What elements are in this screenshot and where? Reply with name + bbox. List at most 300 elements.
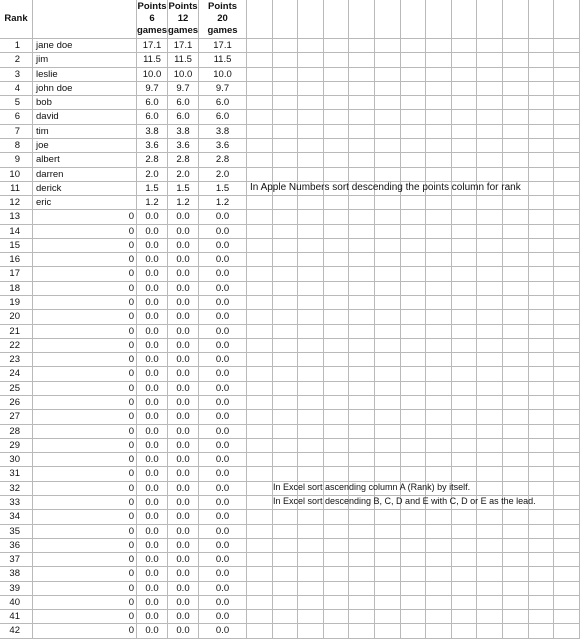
empty-cell[interactable] (477, 439, 503, 453)
empty-cell[interactable] (554, 610, 580, 624)
points-12-cell[interactable]: 3.6 (168, 139, 199, 153)
empty-cell[interactable] (529, 225, 555, 239)
points-12-cell[interactable]: 2.0 (168, 168, 199, 182)
empty-cell[interactable] (375, 510, 401, 524)
empty-cell[interactable] (452, 296, 478, 310)
empty-cell[interactable] (247, 310, 273, 324)
empty-cell[interactable] (247, 125, 273, 139)
empty-cell[interactable] (452, 267, 478, 281)
empty-cell[interactable] (452, 139, 478, 153)
empty-cell[interactable] (452, 39, 478, 53)
points-6-cell[interactable]: 11.5 (137, 53, 168, 67)
empty-cell[interactable] (426, 410, 452, 424)
empty-cell[interactable] (452, 110, 478, 124)
empty-cell[interactable] (298, 196, 324, 210)
empty-cell[interactable] (452, 510, 478, 524)
empty-cell[interactable] (349, 168, 375, 182)
empty-cell[interactable] (426, 396, 452, 410)
score-cell[interactable]: 0 (33, 596, 137, 610)
empty-cell[interactable] (247, 82, 273, 96)
empty-cell[interactable] (349, 525, 375, 539)
empty-cell[interactable] (503, 239, 529, 253)
empty-cell[interactable] (273, 339, 299, 353)
empty-cell[interactable] (324, 39, 350, 53)
empty-cell[interactable] (349, 367, 375, 381)
empty-cell[interactable] (273, 96, 299, 110)
empty-cell[interactable] (426, 310, 452, 324)
empty-cell[interactable] (477, 610, 503, 624)
rank-cell[interactable]: 8 (0, 139, 33, 153)
empty-cell[interactable] (324, 382, 350, 396)
points-6-cell[interactable]: 0.0 (137, 567, 168, 581)
points-12-cell[interactable]: 0.0 (168, 367, 199, 381)
empty-cell[interactable] (349, 296, 375, 310)
empty-cell[interactable] (401, 425, 427, 439)
empty-cell[interactable] (401, 253, 427, 267)
empty-cell[interactable] (247, 267, 273, 281)
points-20-cell[interactable]: 0.0 (199, 596, 247, 610)
name-cell[interactable]: joe (33, 139, 137, 153)
points-12-cell[interactable]: 6.0 (168, 110, 199, 124)
empty-cell[interactable] (298, 253, 324, 267)
points-20-cell[interactable]: 0.0 (199, 610, 247, 624)
empty-cell[interactable] (298, 367, 324, 381)
empty-cell[interactable] (477, 596, 503, 610)
empty-cell[interactable] (554, 539, 580, 553)
empty-cell[interactable] (247, 482, 273, 496)
name-cell[interactable]: john doe (33, 82, 137, 96)
rank-cell[interactable]: 32 (0, 482, 33, 496)
empty-cell[interactable] (273, 253, 299, 267)
points-20-cell[interactable]: 3.6 (199, 139, 247, 153)
empty-cell[interactable] (477, 467, 503, 481)
empty-cell[interactable] (503, 510, 529, 524)
rank-cell[interactable]: 39 (0, 582, 33, 596)
empty-cell[interactable] (375, 110, 401, 124)
empty-cell[interactable] (529, 325, 555, 339)
score-cell[interactable]: 0 (33, 382, 137, 396)
rank-cell[interactable]: 38 (0, 567, 33, 581)
empty-cell[interactable] (247, 396, 273, 410)
empty-cell[interactable] (426, 110, 452, 124)
empty-cell[interactable] (529, 596, 555, 610)
empty-cell[interactable] (349, 339, 375, 353)
empty-cell[interactable] (273, 396, 299, 410)
empty-cell[interactable] (426, 610, 452, 624)
empty-cell[interactable] (401, 396, 427, 410)
empty-cell[interactable] (298, 39, 324, 53)
empty-cell[interactable] (426, 596, 452, 610)
points-6-cell[interactable]: 2.8 (137, 153, 168, 167)
empty-cell[interactable] (298, 439, 324, 453)
empty-cell[interactable] (375, 453, 401, 467)
empty-cell[interactable] (298, 539, 324, 553)
rank-cell[interactable]: 25 (0, 382, 33, 396)
score-cell[interactable]: 0 (33, 225, 137, 239)
empty-cell[interactable] (452, 596, 478, 610)
empty-cell[interactable] (349, 282, 375, 296)
points-20-cell[interactable]: 0.0 (199, 310, 247, 324)
empty-cell[interactable] (477, 267, 503, 281)
empty-cell[interactable] (477, 310, 503, 324)
points-20-cell[interactable]: 0.0 (199, 267, 247, 281)
empty-cell[interactable] (529, 196, 555, 210)
name-cell[interactable]: jane doe (33, 39, 137, 53)
empty-cell[interactable] (298, 610, 324, 624)
empty-cell[interactable] (247, 410, 273, 424)
empty-cell[interactable] (554, 353, 580, 367)
empty-cell[interactable] (477, 68, 503, 82)
score-cell[interactable]: 0 (33, 339, 137, 353)
rank-cell[interactable]: 26 (0, 396, 33, 410)
empty-cell[interactable] (529, 253, 555, 267)
empty-cell[interactable] (375, 296, 401, 310)
empty-cell[interactable] (273, 196, 299, 210)
empty-cell[interactable] (503, 339, 529, 353)
empty-cell[interactable] (324, 282, 350, 296)
empty-cell[interactable] (273, 210, 299, 224)
points-6-cell[interactable]: 0.0 (137, 496, 168, 510)
empty-cell[interactable] (554, 567, 580, 581)
empty-cell[interactable] (324, 624, 350, 638)
empty-cell[interactable] (324, 396, 350, 410)
empty-cell[interactable] (529, 610, 555, 624)
rank-cell[interactable]: 36 (0, 539, 33, 553)
empty-cell[interactable] (529, 624, 555, 638)
empty-cell[interactable] (298, 353, 324, 367)
score-cell[interactable]: 0 (33, 510, 137, 524)
empty-cell[interactable] (349, 539, 375, 553)
points-6-cell[interactable]: 0.0 (137, 624, 168, 638)
points-6-cell[interactable]: 0.0 (137, 353, 168, 367)
empty-cell[interactable] (375, 0, 401, 39)
empty-cell[interactable] (247, 282, 273, 296)
empty-cell[interactable] (349, 624, 375, 638)
points-12-cell[interactable]: 0.0 (168, 382, 199, 396)
empty-cell[interactable] (529, 139, 555, 153)
rank-cell[interactable]: 22 (0, 339, 33, 353)
empty-cell[interactable] (426, 467, 452, 481)
empty-cell[interactable] (401, 367, 427, 381)
points-6-cell[interactable]: 1.5 (137, 182, 168, 196)
empty-cell[interactable] (401, 0, 427, 39)
score-cell[interactable]: 0 (33, 296, 137, 310)
points-6-cell[interactable]: 0.0 (137, 282, 168, 296)
empty-cell[interactable] (247, 239, 273, 253)
empty-cell[interactable] (401, 239, 427, 253)
empty-cell[interactable] (349, 553, 375, 567)
empty-cell[interactable] (554, 453, 580, 467)
points-12-cell[interactable]: 0.0 (168, 482, 199, 496)
points-12-cell[interactable]: 6.0 (168, 96, 199, 110)
empty-cell[interactable] (324, 53, 350, 67)
empty-cell[interactable] (529, 453, 555, 467)
empty-cell[interactable] (247, 296, 273, 310)
empty-cell[interactable] (529, 110, 555, 124)
empty-cell[interactable] (401, 68, 427, 82)
empty-cell[interactable] (273, 596, 299, 610)
empty-cell[interactable] (324, 439, 350, 453)
empty-cell[interactable] (375, 125, 401, 139)
empty-cell[interactable] (477, 39, 503, 53)
empty-cell[interactable] (426, 239, 452, 253)
empty-cell[interactable] (554, 482, 580, 496)
points-12-cell[interactable]: 0.0 (168, 267, 199, 281)
score-cell[interactable]: 0 (33, 496, 137, 510)
empty-cell[interactable] (375, 39, 401, 53)
points-12-cell[interactable]: 1.2 (168, 196, 199, 210)
empty-cell[interactable] (503, 310, 529, 324)
empty-cell[interactable] (375, 168, 401, 182)
empty-cell[interactable] (503, 582, 529, 596)
points-20-cell[interactable]: 9.7 (199, 82, 247, 96)
points-12-cell[interactable]: 0.0 (168, 225, 199, 239)
empty-cell[interactable] (503, 282, 529, 296)
empty-cell[interactable] (426, 325, 452, 339)
empty-cell[interactable] (349, 610, 375, 624)
empty-cell[interactable] (554, 425, 580, 439)
empty-cell[interactable] (452, 439, 478, 453)
empty-cell[interactable] (503, 53, 529, 67)
empty-cell[interactable] (503, 439, 529, 453)
empty-cell[interactable] (324, 296, 350, 310)
points-20-cell[interactable]: 1.5 (199, 182, 247, 196)
empty-cell[interactable] (452, 225, 478, 239)
empty-cell[interactable] (452, 553, 478, 567)
empty-cell[interactable] (375, 239, 401, 253)
points-12-cell[interactable]: 0.0 (168, 353, 199, 367)
empty-cell[interactable] (452, 453, 478, 467)
empty-cell[interactable] (273, 553, 299, 567)
empty-cell[interactable] (452, 367, 478, 381)
empty-cell[interactable] (503, 68, 529, 82)
empty-cell[interactable] (503, 139, 529, 153)
empty-cell[interactable] (452, 325, 478, 339)
empty-cell[interactable] (426, 96, 452, 110)
empty-cell[interactable] (375, 267, 401, 281)
empty-cell[interactable] (401, 624, 427, 638)
empty-cell[interactable] (452, 353, 478, 367)
points-20-cell[interactable]: 0.0 (199, 425, 247, 439)
empty-cell[interactable] (477, 396, 503, 410)
empty-cell[interactable] (452, 525, 478, 539)
empty-cell[interactable] (298, 96, 324, 110)
empty-cell[interactable] (503, 482, 529, 496)
empty-cell[interactable] (298, 239, 324, 253)
empty-cell[interactable] (375, 610, 401, 624)
empty-cell[interactable] (401, 310, 427, 324)
empty-cell[interactable] (324, 96, 350, 110)
empty-cell[interactable] (452, 68, 478, 82)
empty-cell[interactable] (503, 153, 529, 167)
score-cell[interactable]: 0 (33, 539, 137, 553)
empty-cell[interactable] (298, 453, 324, 467)
empty-cell[interactable] (375, 353, 401, 367)
empty-cell[interactable] (349, 196, 375, 210)
empty-cell[interactable] (324, 168, 350, 182)
empty-cell[interactable] (324, 267, 350, 281)
rank-cell[interactable]: 15 (0, 239, 33, 253)
points-12-cell[interactable]: 0.0 (168, 439, 199, 453)
points-20-cell[interactable]: 0.0 (199, 539, 247, 553)
empty-cell[interactable] (247, 439, 273, 453)
empty-cell[interactable] (452, 282, 478, 296)
empty-cell[interactable] (375, 310, 401, 324)
empty-cell[interactable] (273, 53, 299, 67)
empty-cell[interactable] (273, 110, 299, 124)
empty-cell[interactable] (554, 410, 580, 424)
points-6-cell[interactable]: 0.0 (137, 296, 168, 310)
empty-cell[interactable] (426, 353, 452, 367)
empty-cell[interactable] (273, 453, 299, 467)
points-12-cell[interactable]: 0.0 (168, 310, 199, 324)
score-cell[interactable]: 0 (33, 239, 137, 253)
empty-cell[interactable] (554, 225, 580, 239)
empty-cell[interactable] (375, 582, 401, 596)
points-6-cell[interactable]: 3.6 (137, 139, 168, 153)
points-20-cell[interactable]: 0.0 (199, 453, 247, 467)
empty-cell[interactable] (426, 168, 452, 182)
empty-cell[interactable] (247, 624, 273, 638)
empty-cell[interactable] (247, 110, 273, 124)
empty-cell[interactable] (426, 425, 452, 439)
empty-cell[interactable] (324, 525, 350, 539)
empty-cell[interactable] (477, 539, 503, 553)
empty-cell[interactable] (298, 525, 324, 539)
rank-cell[interactable]: 18 (0, 282, 33, 296)
empty-cell[interactable] (529, 353, 555, 367)
empty-cell[interactable] (324, 210, 350, 224)
empty-cell[interactable] (324, 339, 350, 353)
empty-cell[interactable] (324, 510, 350, 524)
empty-cell[interactable] (273, 0, 299, 39)
empty-cell[interactable] (477, 82, 503, 96)
name-cell[interactable]: bob (33, 96, 137, 110)
points-6-cell[interactable]: 0.0 (137, 467, 168, 481)
empty-cell[interactable] (349, 253, 375, 267)
empty-cell[interactable] (452, 610, 478, 624)
empty-cell[interactable] (554, 82, 580, 96)
points-12-cell[interactable]: 0.0 (168, 567, 199, 581)
points-6-cell[interactable]: 0.0 (137, 453, 168, 467)
empty-cell[interactable] (554, 510, 580, 524)
empty-cell[interactable] (324, 310, 350, 324)
empty-cell[interactable] (298, 596, 324, 610)
empty-cell[interactable] (426, 153, 452, 167)
empty-cell[interactable] (503, 225, 529, 239)
empty-cell[interactable] (273, 582, 299, 596)
points-20-cell[interactable]: 0.0 (199, 624, 247, 638)
empty-cell[interactable] (273, 367, 299, 381)
empty-cell[interactable] (247, 553, 273, 567)
empty-cell[interactable] (247, 325, 273, 339)
empty-cell[interactable] (529, 467, 555, 481)
empty-cell[interactable] (375, 525, 401, 539)
score-cell[interactable]: 0 (33, 325, 137, 339)
empty-cell[interactable] (401, 110, 427, 124)
empty-cell[interactable] (324, 110, 350, 124)
score-cell[interactable]: 0 (33, 582, 137, 596)
empty-cell[interactable] (324, 82, 350, 96)
empty-cell[interactable] (426, 553, 452, 567)
empty-cell[interactable] (529, 553, 555, 567)
score-cell[interactable]: 0 (33, 525, 137, 539)
empty-cell[interactable] (401, 267, 427, 281)
empty-cell[interactable] (426, 582, 452, 596)
empty-cell[interactable] (503, 125, 529, 139)
points-6-cell[interactable]: 9.7 (137, 82, 168, 96)
empty-cell[interactable] (247, 610, 273, 624)
empty-cell[interactable] (452, 168, 478, 182)
points-12-cell[interactable]: 0.0 (168, 339, 199, 353)
empty-cell[interactable] (426, 196, 452, 210)
empty-cell[interactable] (247, 253, 273, 267)
empty-cell[interactable] (554, 53, 580, 67)
empty-cell[interactable] (477, 225, 503, 239)
empty-cell[interactable] (324, 225, 350, 239)
empty-cell[interactable] (247, 339, 273, 353)
empty-cell[interactable] (477, 525, 503, 539)
empty-cell[interactable] (529, 310, 555, 324)
empty-cell[interactable] (452, 310, 478, 324)
empty-cell[interactable] (452, 196, 478, 210)
empty-cell[interactable] (554, 624, 580, 638)
points-12-cell[interactable]: 0.0 (168, 396, 199, 410)
score-cell[interactable]: 0 (33, 396, 137, 410)
empty-cell[interactable] (452, 53, 478, 67)
empty-cell[interactable] (426, 39, 452, 53)
points-6-cell[interactable]: 0.0 (137, 610, 168, 624)
points-6-cell[interactable]: 0.0 (137, 325, 168, 339)
empty-cell[interactable] (401, 353, 427, 367)
points-20-cell[interactable]: 0.0 (199, 225, 247, 239)
empty-cell[interactable] (452, 382, 478, 396)
empty-cell[interactable] (349, 467, 375, 481)
empty-cell[interactable] (401, 82, 427, 96)
points-6-cell[interactable]: 0.0 (137, 510, 168, 524)
points-20-cell[interactable]: 6.0 (199, 110, 247, 124)
empty-cell[interactable] (529, 53, 555, 67)
empty-cell[interactable] (477, 296, 503, 310)
empty-cell[interactable] (401, 382, 427, 396)
empty-cell[interactable] (529, 125, 555, 139)
points-6-cell[interactable]: 0.0 (137, 439, 168, 453)
empty-cell[interactable] (298, 382, 324, 396)
empty-cell[interactable] (247, 496, 273, 510)
empty-cell[interactable] (477, 253, 503, 267)
points-6-cell[interactable]: 0.0 (137, 482, 168, 496)
points-6-cell[interactable]: 10.0 (137, 68, 168, 82)
empty-cell[interactable] (529, 182, 555, 196)
empty-cell[interactable] (503, 96, 529, 110)
empty-cell[interactable] (503, 367, 529, 381)
empty-cell[interactable] (349, 153, 375, 167)
empty-cell[interactable] (273, 239, 299, 253)
empty-cell[interactable] (324, 467, 350, 481)
empty-cell[interactable] (298, 582, 324, 596)
empty-cell[interactable] (247, 582, 273, 596)
empty-cell[interactable] (247, 225, 273, 239)
rank-cell[interactable]: 31 (0, 467, 33, 481)
points-20-cell[interactable]: 0.0 (199, 467, 247, 481)
points-20-cell[interactable]: 0.0 (199, 325, 247, 339)
empty-cell[interactable] (375, 367, 401, 381)
empty-cell[interactable] (426, 439, 452, 453)
empty-cell[interactable] (349, 125, 375, 139)
points-6-cell[interactable]: 6.0 (137, 96, 168, 110)
empty-cell[interactable] (529, 510, 555, 524)
points-6-cell[interactable]: 0.0 (137, 382, 168, 396)
